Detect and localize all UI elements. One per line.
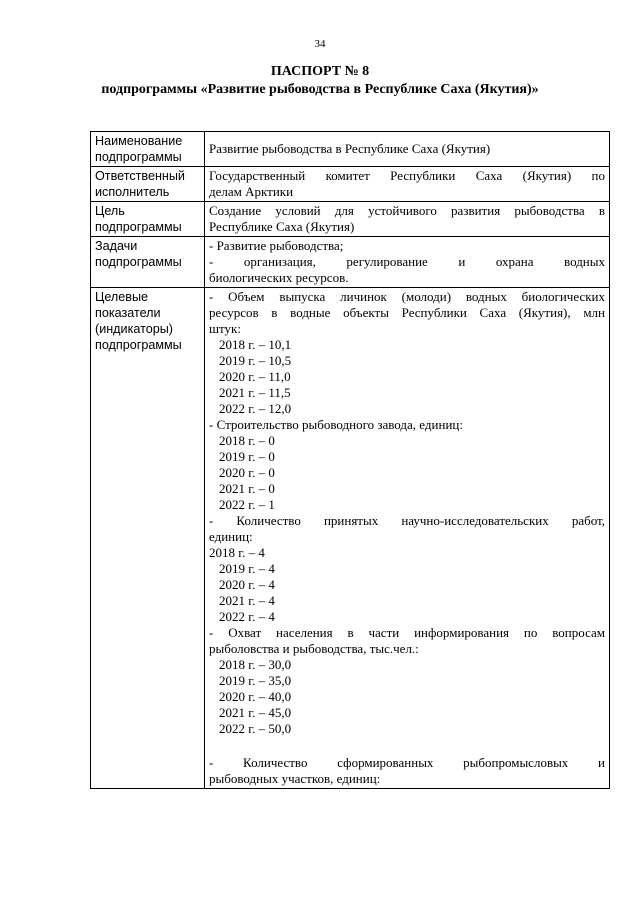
page-number: 34 — [314, 38, 326, 50]
document-title: ПАСПОРТ № 8 — [270, 64, 370, 79]
indicator-line: 2021 г. – 0 — [219, 481, 275, 496]
passport-table — [90, 131, 610, 789]
table-row — [91, 288, 610, 789]
indicator-line: единиц: — [209, 529, 253, 544]
indicator-line: 2022 г. – 1 — [219, 497, 275, 512]
indicator-line: 2020 г. – 40,0 — [219, 689, 292, 704]
row-value-tasks — [205, 237, 610, 288]
indicator-line: 2018 г. – 0 — [219, 433, 275, 448]
row-label-indicators: Целевые показатели (индикаторы) подпрограммы — [91, 288, 205, 789]
task-line: - организация, регулирование и охрана водных — [209, 254, 605, 269]
document-subtitle: подпрограммы «Развитие рыбоводства в Республике Саха (Якутия)» — [101, 82, 539, 97]
indicator-line: 2020 г. – 0 — [219, 465, 275, 480]
indicator-line: 2021 г. – 45,0 — [219, 705, 292, 720]
indicator-line — [209, 737, 605, 755]
indicator-line: 2020 г. – 4 — [219, 577, 275, 592]
indicator-line: 2018 г. – 4 — [209, 545, 265, 560]
task-line: - Развитие рыбоводства; — [209, 238, 344, 253]
row-value-executor — [205, 167, 610, 202]
table-row — [91, 237, 610, 288]
goal-line: Создание условий для устойчивого развития рыбоводства в — [209, 203, 605, 218]
indicator-line: 2022 г. – 50,0 — [219, 721, 292, 736]
indicator-line: рыбоводных участков, единиц: — [209, 771, 381, 786]
row-value-indicators — [205, 288, 610, 789]
row-label-goal: Цель подпрограммы — [91, 202, 205, 237]
table-row — [91, 167, 610, 202]
indicator-line: 2020 г. – 11,0 — [219, 369, 291, 384]
indicator-line: 2019 г. – 10,5 — [219, 353, 292, 368]
indicator-line: 2021 г. – 11,5 — [219, 385, 291, 400]
indicator-line: - Количество сформированных рыбопромысловых и — [209, 755, 605, 770]
indicator-line: 2022 г. – 12,0 — [219, 401, 292, 416]
row-label-tasks: Задачи подпрограммы — [91, 237, 205, 288]
row-label-executor: Ответственный исполнитель — [91, 167, 205, 202]
indicator-line: рыболовства и рыбоводства, тыс.чел.: — [209, 641, 419, 656]
indicator-line: 2019 г. – 0 — [219, 449, 275, 464]
indicator-line: 2021 г. – 4 — [219, 593, 275, 608]
indicator-line: 2019 г. – 35,0 — [219, 673, 292, 688]
indicator-line: 2019 г. – 4 — [219, 561, 275, 576]
indicator-line: - Охват населения в части информирования по вопросам — [209, 625, 605, 640]
indicator-line: 2018 г. – 10,1 — [219, 337, 292, 352]
table-row — [91, 132, 610, 167]
executor-line: Государственный комитет Республики Саха (Якутия) по — [209, 168, 605, 183]
indicator-line: 2018 г. – 30,0 — [219, 657, 292, 672]
row-value-goal — [205, 202, 610, 237]
goal-line: Республике Саха (Якутия) — [209, 219, 355, 234]
indicator-line: - Объем выпуска личинок (молоди) водных биологических — [209, 289, 605, 304]
row-value-name: Развитие рыбоводства в Республике Саха (Якутия) — [205, 132, 610, 167]
row-label-name: Наименование подпрограммы — [91, 132, 205, 167]
task-line: биологических ресурсов. — [209, 270, 349, 285]
indicator-line: - Количество принятых научно-исследовательских работ, — [209, 513, 605, 528]
indicator-line: штук: — [209, 321, 241, 336]
indicator-line: ресурсов в водные объекты Республики Саха (Якутия), млн — [209, 305, 605, 320]
indicator-line: 2022 г. – 4 — [219, 609, 275, 624]
executor-line: делам Арктики — [209, 184, 294, 199]
table-row — [91, 202, 610, 237]
indicator-line: - Строительство рыбоводного завода, единиц: — [209, 417, 463, 432]
